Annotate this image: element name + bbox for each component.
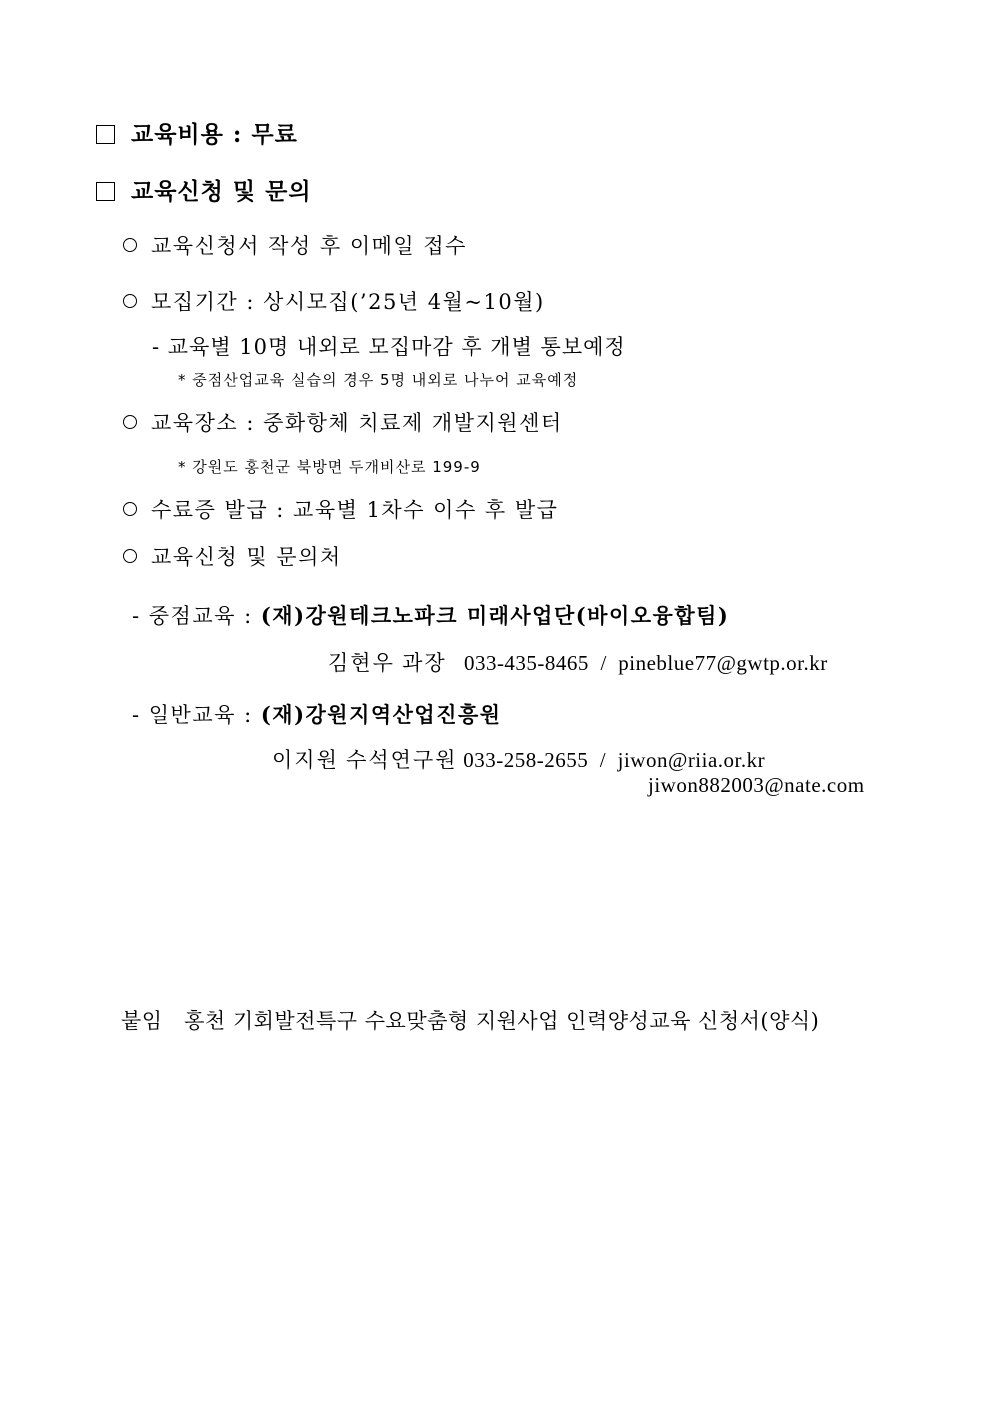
attachment-line — [121, 1005, 819, 1035]
location-note: * 강원도 홍천군 북방면 두개비산로 199-9 — [178, 458, 481, 476]
contact-focus-person: 김현우 과장 — [328, 651, 447, 675]
contact-general-person: 이지원 수석연구원 — [272, 748, 458, 772]
contact-focus-line — [132, 600, 729, 630]
section-education-cost: 교육비용 : 무료 — [96, 116, 298, 149]
attachment-text: 홍천 기회발전특구 수요맞춤형 지원사업 인력양성교육 신청서(양식) — [184, 1009, 820, 1033]
contact-focus-email[interactable]: pineblue77@gwtp.or.kr — [618, 651, 828, 675]
recruit-detail: - 교육별 10명 내외로 모집마감 후 개별 통보예정 — [152, 335, 626, 359]
contact-general-separator: / — [599, 748, 607, 772]
circle-bullet-icon — [123, 415, 137, 429]
checkbox-square-icon — [96, 125, 115, 144]
contact-focus-separator: / — [600, 651, 607, 675]
contact-general-label: - 일반교육 : — [132, 703, 261, 727]
item-certificate: 수료증 발급 : 교육별 1차수 이수 후 발급 — [123, 494, 558, 524]
item-contact: 교육신청 및 문의처 — [123, 541, 342, 571]
circle-bullet-icon — [123, 294, 137, 308]
contact-general-detail — [272, 744, 765, 774]
item-application-method: 교육신청서 작성 후 이메일 접수 — [123, 230, 467, 260]
section-application-inquiry: 교육신청 및 문의 — [96, 173, 312, 206]
contact-general-line — [132, 699, 502, 729]
attachment-label: 붙임 — [121, 1009, 163, 1033]
checkbox-square-icon — [96, 182, 115, 201]
contact-general-email2[interactable]: jiwon882003@nate.com — [648, 773, 865, 797]
circle-bullet-icon — [123, 549, 137, 563]
contact-focus-detail — [328, 647, 828, 677]
contact-general-phone: 033-258-2655 — [463, 748, 589, 772]
circle-bullet-icon — [123, 238, 137, 252]
circle-bullet-icon — [123, 502, 137, 516]
contact-general-org: (재)강원지역산업진흥원 — [260, 702, 502, 727]
contact-general-email[interactable]: jiwon@riia.or.kr — [617, 748, 766, 772]
contact-focus-label: - 중점교육 : — [132, 604, 261, 628]
contact-focus-phone: 033-435-8465 — [463, 651, 589, 675]
recruit-note: * 중점산업교육 실습의 경우 5명 내외로 나누어 교육예정 — [178, 371, 579, 389]
item-recruit-period: 모집기간 : 상시모집(’25년 4월~10월) — [123, 286, 545, 316]
item-location: 교육장소 : 중화항체 치료제 개발지원센터 — [123, 407, 563, 437]
contact-focus-org: (재)강원테크노파크 미래사업단(바이오융합팀) — [260, 603, 730, 628]
